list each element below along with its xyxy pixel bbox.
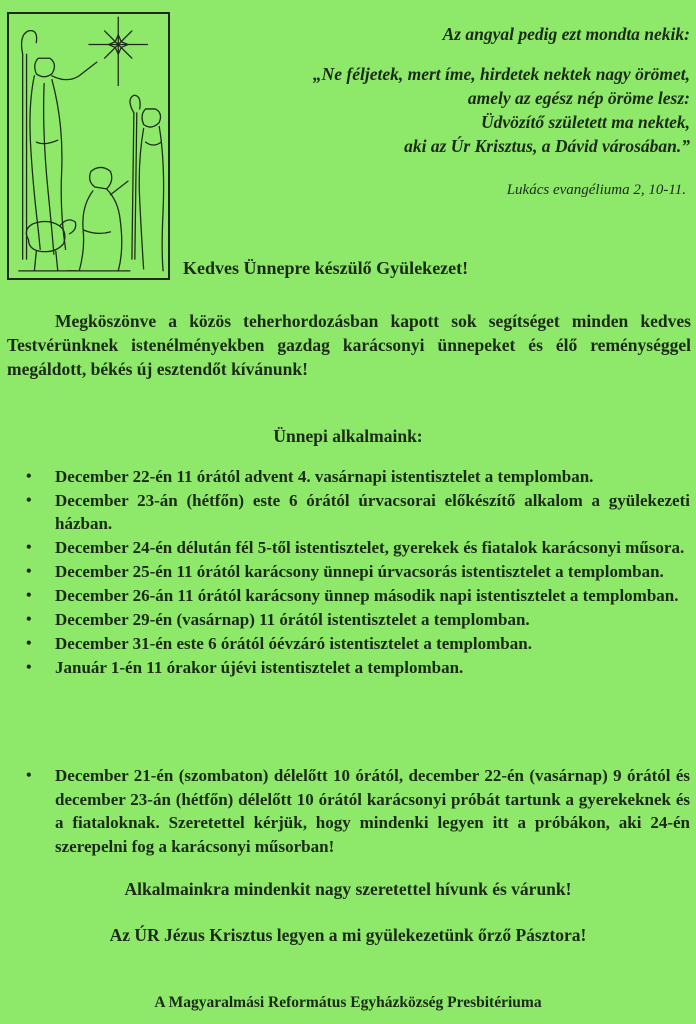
sheep-figure [19,220,78,271]
rehearsal-text: December 21-én (szombaton) délelőtt 10 órától, december 22-én (vasárnap) 9 órától és december 23-án (hétfőn) délelőtt 10 órától karácsonyi próbát tartunk a gyerekeknek és a fiataloknak. Szeretettel kérjük, hogy mindenki legyen itt a próbákon, aki 24-én szerepelni fog a karácsonyi műsorban! [55,766,690,856]
event-item [0,489,696,535]
event-text: December 24-én délután fél 5-től istentisztelet, gyerekek és fiatalok karácsonyi műsora. [55,538,685,557]
verse-quote [200,62,690,158]
event-text: December 23-án (hétfőn) este 6 órától úrvacsorai előkészítő alkalom a gyülekezeti házban. [55,491,690,533]
greeting-paragraph: Megköszönve a közös teherhordozásban kapott sok segítséget minden kedves Testvérünknek istenélményekben gazdag karácsonyi ünnepeket és élő reménységgel megáldott, békés új esztendőt kívánunk! [7,311,691,379]
events-title: Ünnepi alkalmaink: [273,426,423,446]
bible-verse [200,22,690,202]
signature: A Magyaralmási Református Egyházközség Presbitériuma [154,994,542,1011]
shepherds-drawing [9,14,168,278]
kneeling-shepherd-figure [68,167,130,270]
event-item [0,584,696,607]
verse-line: amely az egész nép öröme lesz: [467,88,690,108]
event-text: December 22-én 11 órától advent 4. vasárnapi istentisztelet a templomban. [55,467,594,486]
bullet-icon: • [26,767,32,784]
event-text: Január 1-én 11 órakor újévi istentisztelet a templomban. [55,658,464,677]
event-item [0,536,696,559]
verse-intro: Az angyal pedig ezt mondta nekik: [442,24,690,44]
event-text: December 26-án 11 órától karácsony ünnep második napi istentisztelet a templomban. [55,586,679,605]
event-text: December 31-én este 6 órától óévzáró istentisztelet a templomban. [55,634,532,653]
verse-line: aki az Úr Krisztus, a Dávid városában.” [404,136,690,156]
greeting: Kedves Ünnepre készülő Gyülekezet! [183,258,469,278]
shepherd-with-staff-figure [130,95,164,271]
events-list [0,465,696,680]
bullet-icon: • [26,635,32,652]
verse-line: Üdvözítő született ma nektek, [480,112,690,132]
bullet-icon: • [26,468,32,485]
event-item [0,465,696,488]
event-text: December 29-én (vasárnap) 11 órától istentisztelet a templomban. [55,610,530,629]
star-icon [89,17,148,85]
closing-blessing: Az ÚR Jézus Krisztus legyen a mi gyülekezetünk őrző Pásztora! [109,925,587,945]
bullet-icon: • [26,587,32,604]
bullet-icon: • [26,659,32,676]
bullet-icon: • [26,611,32,628]
bullet-icon: • [26,563,32,580]
event-text: December 25-én 11 órától karácsony ünnepi úrvacsorás istentisztelet a templomban. [55,562,664,581]
event-item [0,608,696,631]
event-item [0,560,696,583]
verse-reference: Lukács evangéliuma 2, 10-11. [506,182,686,198]
event-item [0,656,696,679]
closing-invitation: Alkalmainkra mindenkit nagy szeretettel hívunk és várunk! [124,879,572,899]
shepherds-illustration [7,12,170,280]
bullet-icon: • [26,492,32,509]
verse-line: „Ne féljetek, mert íme, hirdetek nektek nagy örömet, [312,64,690,84]
event-item [0,632,696,655]
bullet-icon: • [26,539,32,556]
rehearsal-item [0,764,696,858]
rehearsal-notice [0,764,696,858]
